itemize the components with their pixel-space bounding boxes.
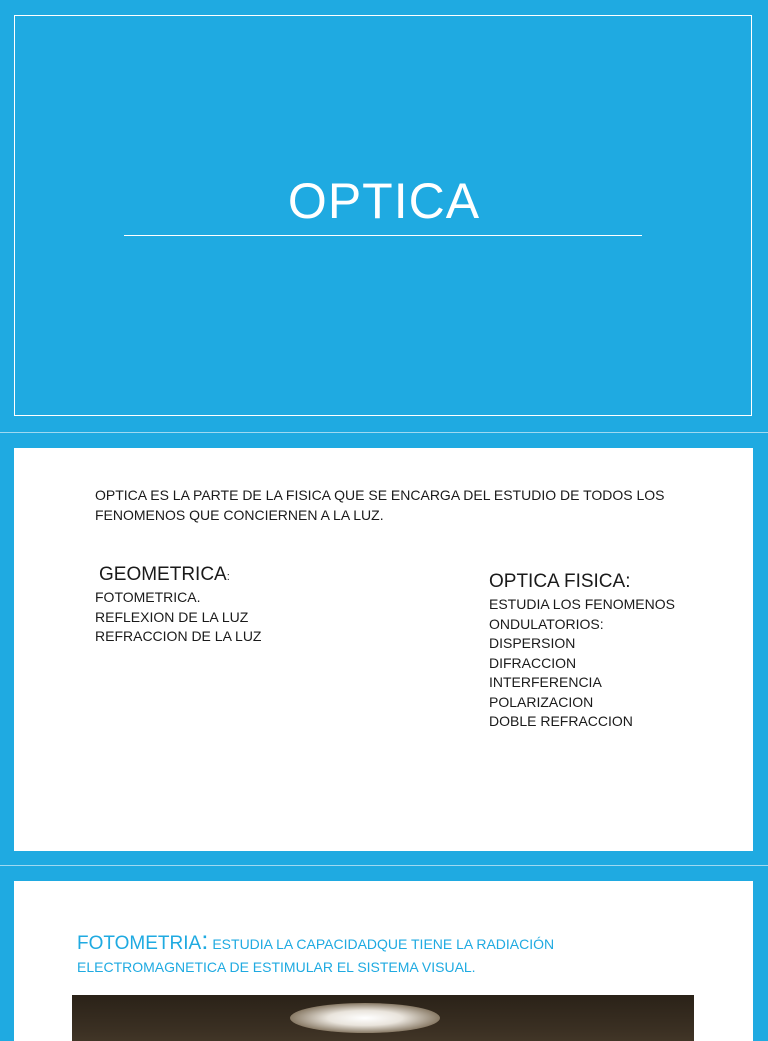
geometrica-colon: : (226, 571, 230, 583)
list-item: DISPERSION (489, 635, 576, 651)
slide-card (14, 448, 753, 851)
list-item: DIFRACCION (489, 654, 577, 671)
intro-line: OPTICA ES LA PARTE DE LA FISICA QUE SE ENCARGA DEL ESTUDIO DE TODOS LOS (95, 487, 665, 503)
fotometria-text: ESTUDIA LA CAPACIDADQUE TIENE LA RADIACIÓN (212, 936, 555, 952)
geometrica-list (95, 588, 261, 647)
intro-line: FENOMENOS QUE CONCIERNEN A LA LUZ. (95, 506, 384, 523)
slide-card (14, 881, 753, 1041)
intro-paragraph (95, 486, 665, 525)
title-underline (124, 235, 642, 236)
fotometria-heading: FOTOMETRIA (77, 933, 202, 954)
list-item: INTERFERENCIA (489, 674, 602, 690)
fotometria-text: ELECTROMAGNETICA DE ESTIMULAR EL SISTEMA VISUAL. (77, 959, 476, 975)
geometrica-heading-text: GEOMETRICA (99, 564, 227, 585)
list-item: FOTOMETRICA. (95, 589, 201, 605)
list-item: DOBLE REFRACCION (489, 713, 633, 729)
list-item: REFRACCION DE LA LUZ (95, 628, 262, 644)
slide-divider (0, 865, 768, 866)
list-item: ONDULATORIOS: (489, 615, 604, 632)
title-slide (0, 0, 768, 432)
lamp-photo (72, 995, 694, 1041)
slide-divider (0, 432, 768, 433)
fotometria-colon: : (201, 925, 209, 955)
fisica-list (489, 595, 675, 732)
list-item: ESTUDIA LOS FENOMENOS (489, 596, 675, 612)
lamp-light (290, 1003, 440, 1033)
fotometria-paragraph (77, 925, 597, 979)
list-item: POLARIZACION (489, 693, 594, 710)
list-item: REFLEXION DE LA LUZ (95, 608, 249, 625)
slide-title: OPTICA (287, 173, 481, 229)
fisica-heading: OPTICA FISICA: (489, 571, 631, 592)
geometrica-heading (99, 564, 230, 588)
